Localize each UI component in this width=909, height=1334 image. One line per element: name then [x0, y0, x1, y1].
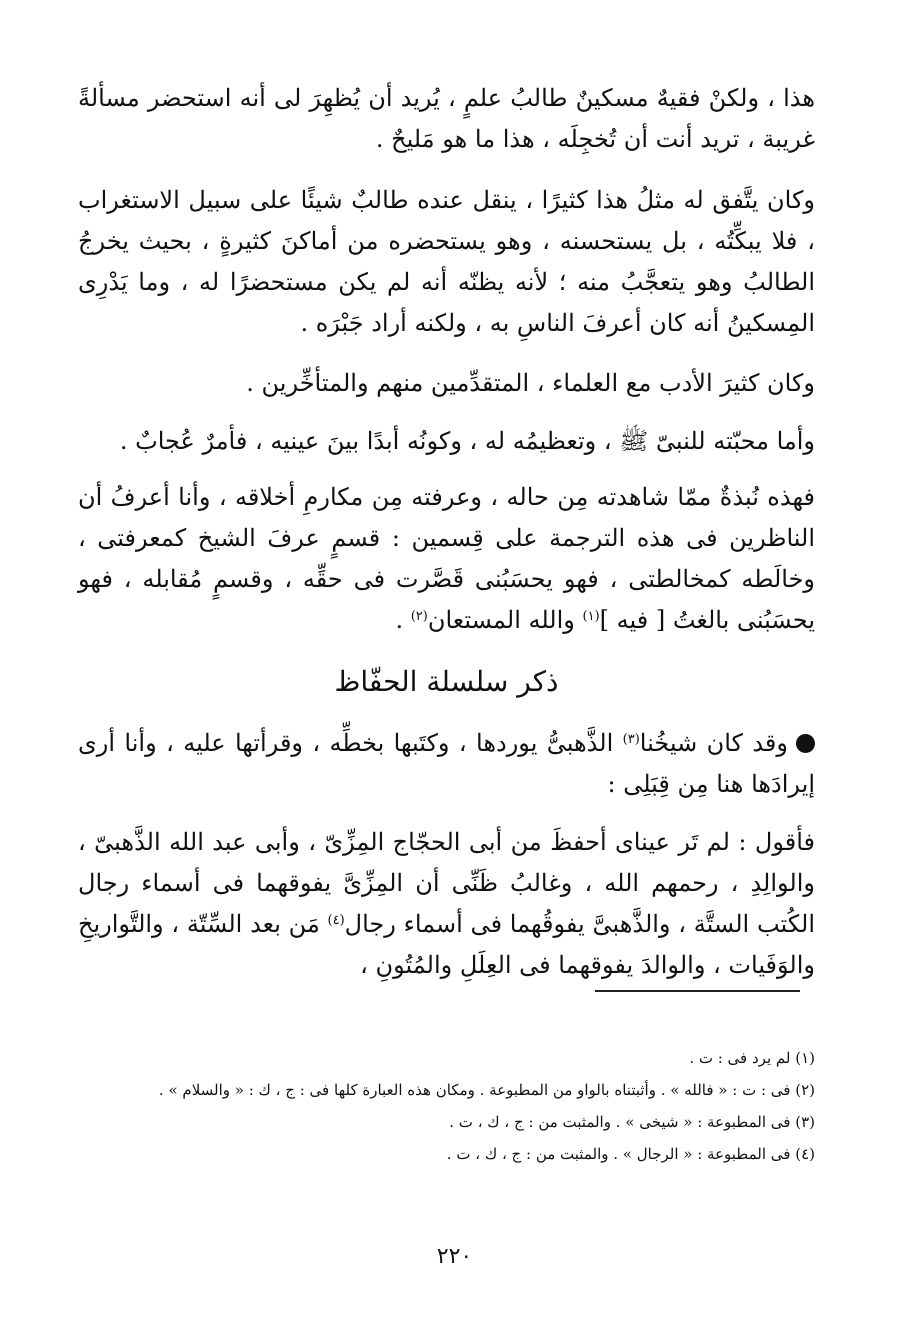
footnote-ref-1: (١)	[582, 609, 600, 624]
paragraph-5-tail: والله المستعان	[427, 606, 583, 634]
footnotes	[100, 1042, 815, 1170]
paragraph-6-text: وقد كان شيخُنا	[639, 729, 788, 757]
paragraph-5-end: .	[395, 606, 411, 634]
footnote-ref-2: (٢)	[410, 609, 428, 624]
paragraph-7-text: فأقول : لم تَر عيناى أحفظَ من أبى الحجّاج المِزِّىّ ، وأبى عبد الله الذَّهبىّ ، والوالِدِ ، رحمهم الله ، وغالبُ ظَنِّى أن المِزِّىَّ يفوقهما فى أسماء رجال الكُتب الستَّة ، والذَّهبىَّ يفوقُهما فى أسماء رجال	[78, 828, 815, 938]
page-number: ٢٢٠	[436, 1244, 473, 1269]
footnote-divider	[595, 990, 800, 992]
paragraph-7-tail: مَن بعد السِّتّة ، والتَّواريخِ والوَفَيات ، والوالدَ يفوقهما فى العِلَلِ والمُتُونِ ،	[78, 910, 815, 979]
paragraph-1: هذا ، ولكنْ فقيهٌ مسكينٌ طالبُ علمٍ ، يُريد أن يُظهِرَ لى أنه استحضر مسألةً غريبة ، تريد أنت أن تُخجِلَه ، هذا ما هو مَليحٌ .	[78, 84, 815, 153]
paragraph-6-tail: الذَّهبىُّ يوردها ، وكتَبها بخطِّه ، وقرأتها عليه ، وأنا أرى إيرادَها هنا مِن قِبَلِى :	[78, 729, 815, 798]
footnote-1: (١) لم يرد فى : ت .	[689, 1049, 815, 1067]
paragraph-3: وكان كثيرَ الأدب مع العلماء ، المتقدِّمين منهم والمتأخِّرين .	[246, 369, 815, 397]
paragraph-2: وكان يتَّفق له مثلُ هذا كثيرًا ، ينقل عنده طالبٌ شيئًا على سبيل الاستغراب ، فلا يبكِّتُه ، بل يستحسنه ، وهو يستحضره من أماكنَ كثيرةٍ ، بحيث يخرجُ الطالبُ وهو يتعجَّبُ منه ؛ لأنه يظنّه أنه لم يكن مستحضرًا له ، وما يَدْرِى المِسكينُ أنه كان أعرفَ الناسِ به ، ولكنه أراد جَبْرَه .	[78, 186, 815, 337]
paragraph-7	[78, 822, 815, 986]
footnote-3: (٣) فى المطبوعة : « شيخى » . والمثبت من : ج ، ك ، ت .	[449, 1113, 815, 1131]
paragraph-6	[78, 723, 815, 805]
paragraph-5	[78, 477, 815, 641]
footnote-ref-3: (٣)	[622, 732, 640, 747]
bullet-icon	[796, 734, 815, 753]
paragraph-5-text: فهذه نُبذةٌ ممّا شاهدته مِن حاله ، وعرفته مِن مكارمِ أخلاقه ، وأنا أعرفُ أن الناظرين فى هذه الترجمة على قِسمين : قسمٍ عرفَ الشيخ كمعرفتى ، وخالَطه كمخالطتى ، فهو يحسَبُنى قَصَّرت فى حقِّه ، وقسمٍ مُقابله ، فهو يحسَبُنى بالغتُ [ فيه ]	[78, 483, 815, 634]
footnote-4: (٤) فى المطبوعة : « الرجال » . والمثبت من : ج ، ك ، ت .	[446, 1145, 815, 1163]
footnote-ref-4: (٤)	[327, 913, 345, 928]
paragraph-4: وأما محبّته للنبىّ ﷺ ، وتعظيمُه له ، وكونُه أبدًا بينَ عينيه ، فأمرٌ عُجابٌ .	[119, 427, 815, 455]
section-heading: ذكر سلسلة الحفّاظ	[334, 665, 559, 698]
footnote-2: (٢) فى : ت : « فالله » . وأثبتناه بالواو من المطبوعة . ومكان هذه العبارة كلها فى : ج ، ك : « والسلام » .	[158, 1081, 815, 1099]
